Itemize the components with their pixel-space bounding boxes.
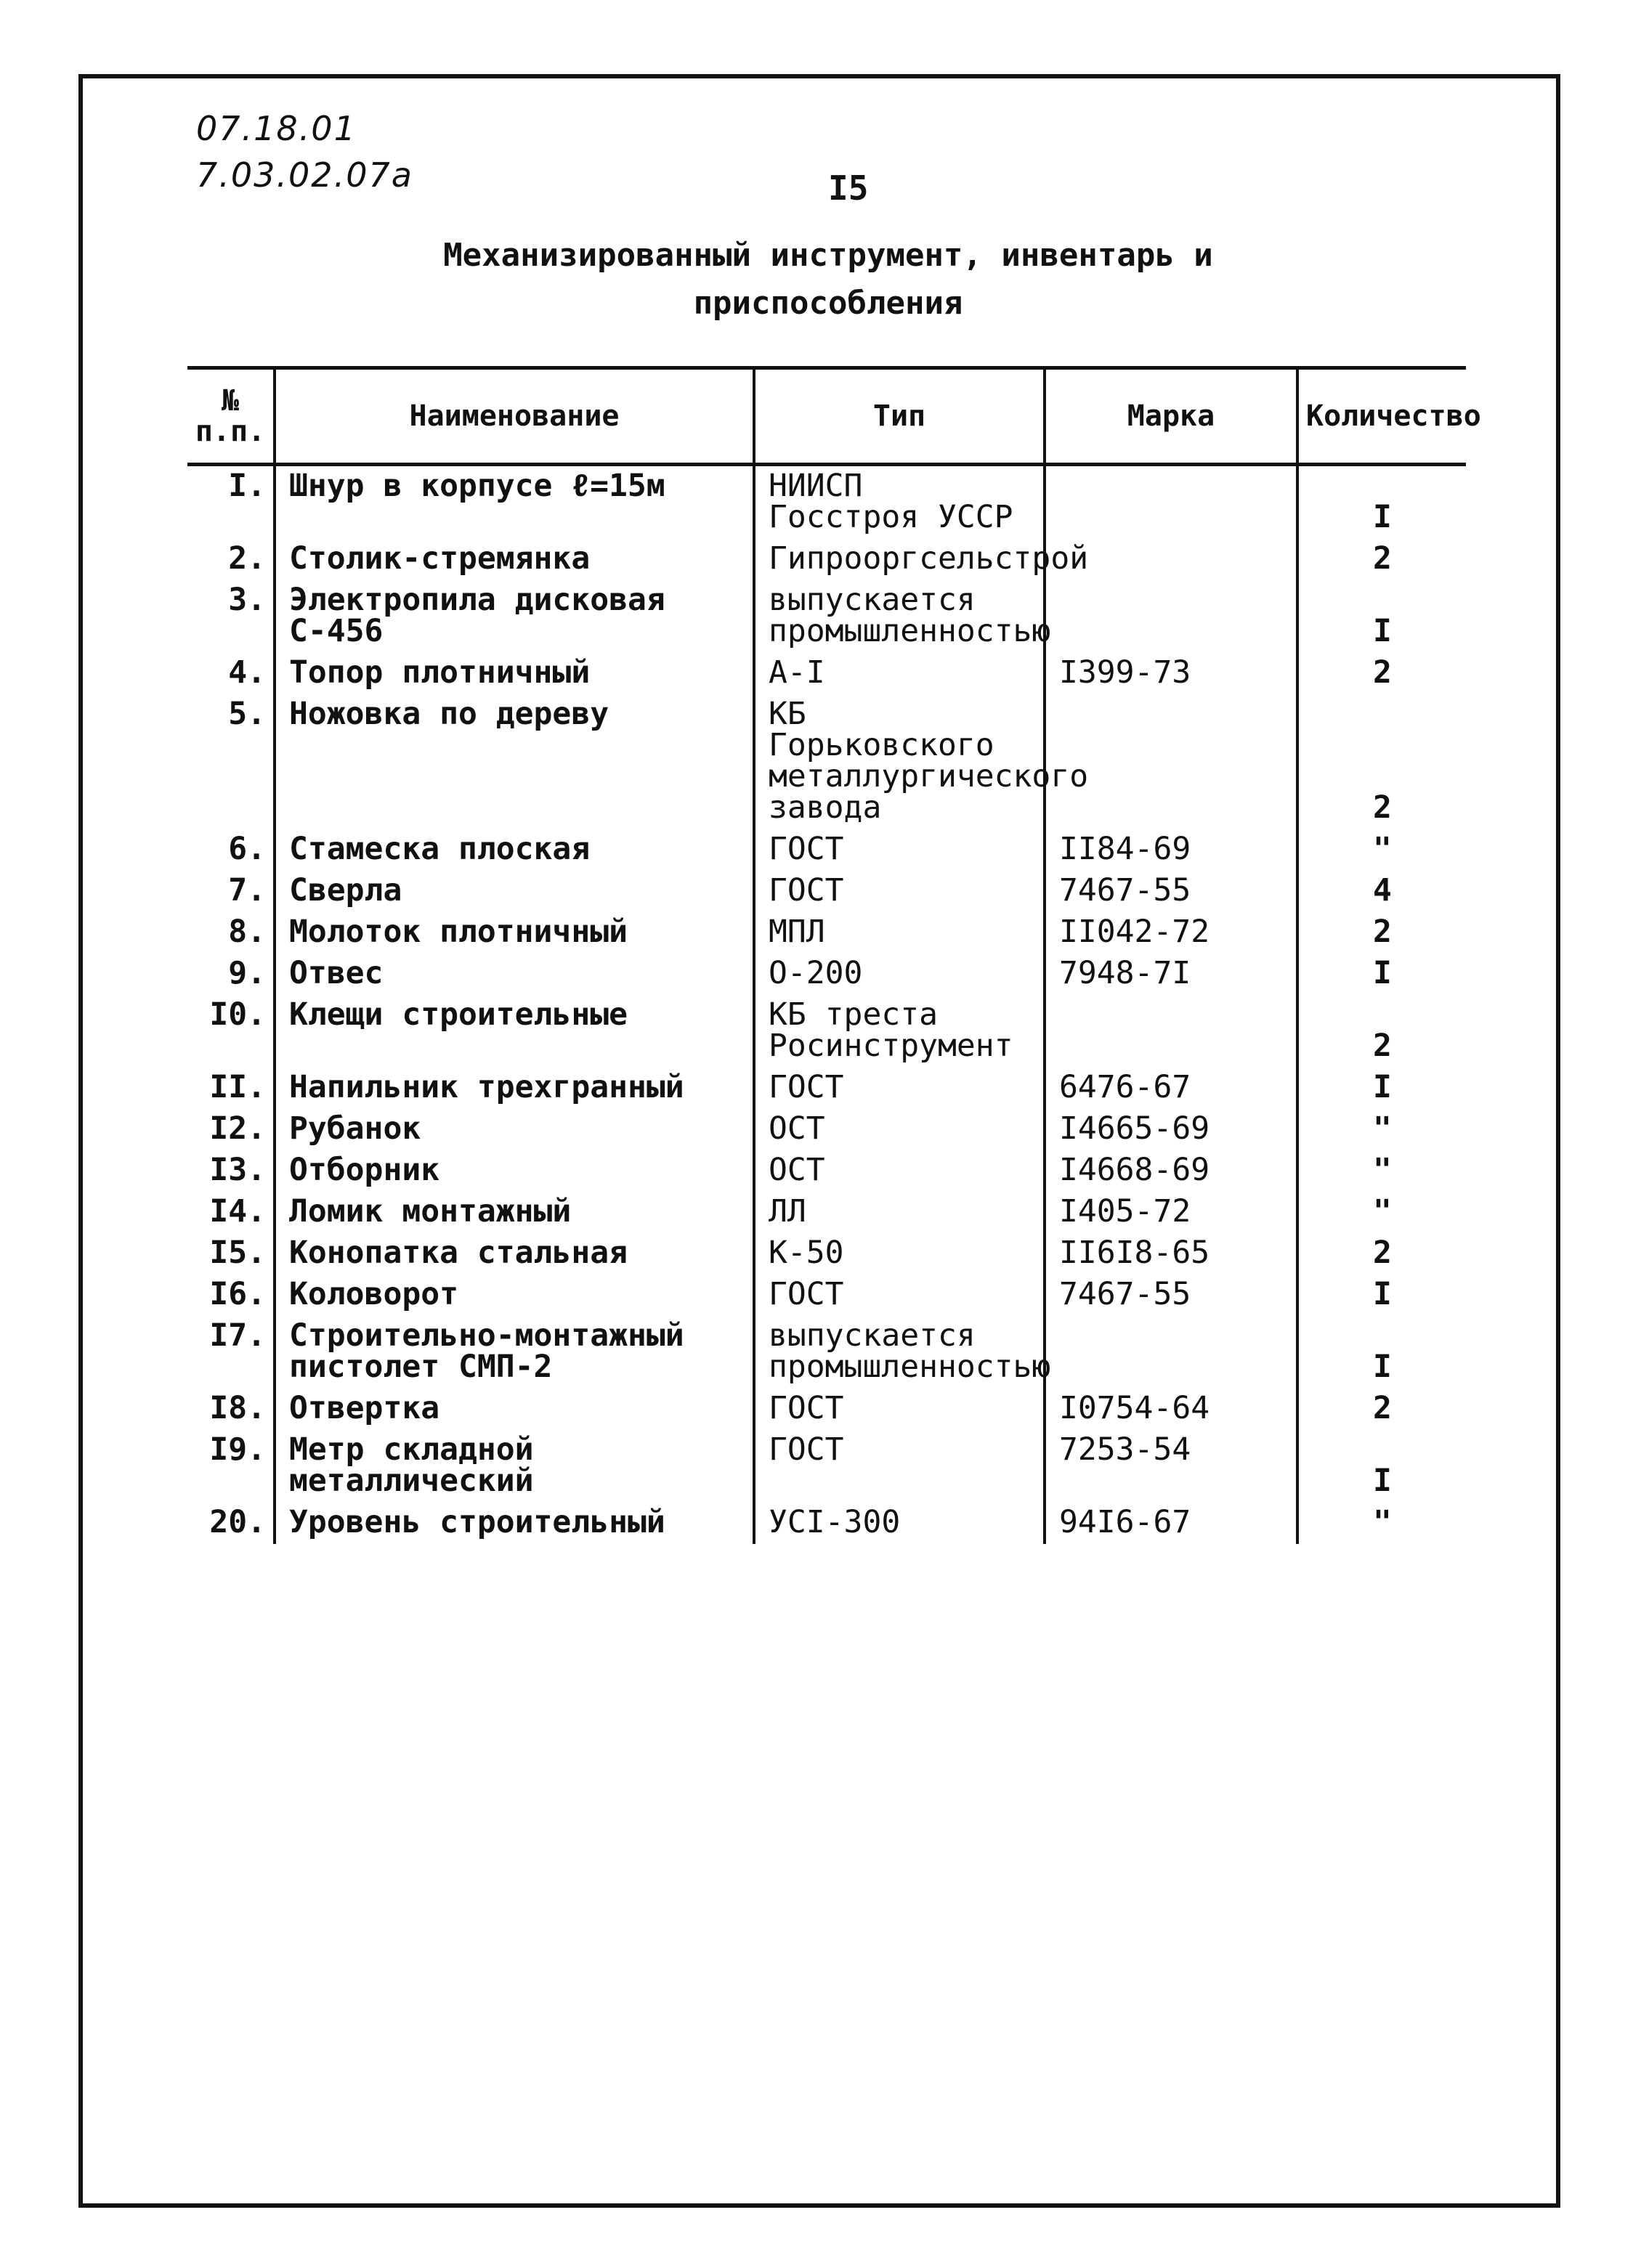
row-quantity: 2 [1297, 1233, 1466, 1275]
table-row [187, 995, 1466, 1068]
table-row [187, 539, 1466, 580]
row-number: I2. [209, 1110, 266, 1147]
row-name: Коловорот [275, 1275, 754, 1316]
row-quantity: I [1297, 1316, 1466, 1389]
row-quantity: 4 [1297, 871, 1466, 912]
row-name: Рубанок [275, 1109, 754, 1150]
row-number: 3. [228, 582, 266, 618]
row-name: Стамеска плоская [275, 829, 754, 871]
row-number: 8. [228, 914, 266, 950]
row-quantity: 2 [1297, 912, 1466, 954]
row-type: ГОСТ [754, 1275, 1045, 1316]
page-title-line2: приспособления [693, 285, 963, 322]
row-type: ЛЛ [754, 1192, 1045, 1233]
document-code-1: 07.18.01 [196, 109, 357, 148]
row-name: Клещи строительные [275, 995, 754, 1068]
equipment-table [187, 366, 1481, 1544]
page-number: I5 [828, 168, 869, 208]
row-number: 7. [228, 872, 266, 909]
row-number: 5. [228, 696, 266, 732]
row-number: I8. [209, 1390, 266, 1426]
table-row [187, 465, 1466, 540]
row-number: 2. [228, 540, 266, 577]
row-name: Конопатка стальная [275, 1233, 754, 1275]
row-number: I4. [209, 1193, 266, 1229]
row-name: Уровень строительный [275, 1503, 754, 1544]
row-number: II. [209, 1069, 266, 1105]
page-title-line1: Механизированный инструмент, инвентарь и [443, 237, 1213, 274]
row-type: А-I [754, 653, 1045, 694]
row-quantity: 2 [1297, 694, 1466, 829]
row-mark: 94I6-67 [1045, 1503, 1297, 1544]
row-number: I0. [209, 996, 266, 1033]
row-type: ГОСТ [754, 871, 1045, 912]
table-row [187, 1233, 1466, 1275]
row-mark: II84-69 [1045, 829, 1297, 871]
table-body [187, 465, 1466, 1545]
table-row [187, 1150, 1466, 1192]
table-row [187, 580, 1466, 653]
row-type: ОСТ [754, 1150, 1045, 1192]
row-name: Молоток плотничный [275, 912, 754, 954]
row-mark [1045, 1316, 1297, 1389]
row-quantity: I [1297, 1275, 1466, 1316]
row-type: НИИСП Госстроя УССР [754, 465, 1045, 540]
table-row [187, 1192, 1466, 1233]
row-name: Шнур в корпусе ℓ=15м [275, 465, 754, 540]
row-type: КБ Горьковского металлургического завода [754, 694, 1045, 829]
row-name: Отборник [275, 1150, 754, 1192]
row-mark: I4668-69 [1045, 1150, 1297, 1192]
row-number: 20. [209, 1504, 266, 1540]
row-type: ГОСТ [754, 1389, 1045, 1430]
row-mark: I4665-69 [1045, 1109, 1297, 1150]
table-row [187, 694, 1466, 829]
row-type: ГОСТ [754, 1430, 1045, 1503]
row-name: Отвертка [275, 1389, 754, 1430]
row-number: I. [228, 468, 266, 504]
row-name: Метр складной металлический [275, 1430, 754, 1503]
row-quantity: 2 [1297, 539, 1466, 580]
row-type: КБ треста Росинструмент [754, 995, 1045, 1068]
row-type: ОСТ [754, 1109, 1045, 1150]
row-type: УСI-300 [754, 1503, 1045, 1544]
row-mark: 7467-55 [1045, 871, 1297, 912]
row-number: I9. [209, 1431, 266, 1468]
row-quantity: " [1297, 829, 1466, 871]
row-number: I3. [209, 1152, 266, 1188]
row-quantity: 2 [1297, 995, 1466, 1068]
row-quantity: I [1297, 580, 1466, 653]
row-mark: II042-72 [1045, 912, 1297, 954]
table-row [187, 912, 1466, 954]
table-row [187, 1503, 1466, 1544]
row-name: Столик-стремянка [275, 539, 754, 580]
row-mark: 7948-7I [1045, 954, 1297, 995]
table-row [187, 1109, 1466, 1150]
row-type: ГОСТ [754, 1068, 1045, 1109]
col-header-number: № п.п. [187, 368, 275, 465]
row-number: I5. [209, 1235, 266, 1271]
row-mark: I405-72 [1045, 1192, 1297, 1233]
table-header-row [187, 368, 1466, 465]
row-quantity: " [1297, 1109, 1466, 1150]
row-mark [1045, 995, 1297, 1068]
table-row [187, 1389, 1466, 1430]
row-name: Напильник трехгранный [275, 1068, 754, 1109]
row-type: МПЛ [754, 912, 1045, 954]
row-mark: II6I8-65 [1045, 1233, 1297, 1275]
row-number: 9. [228, 955, 266, 991]
row-name: Строительно-монтажный пистолет СМП-2 [275, 1316, 754, 1389]
row-mark: 6476-67 [1045, 1068, 1297, 1109]
document-code-2: 7.03.02.07а [196, 155, 413, 195]
row-type: Гипрооргсельстрой [754, 539, 1045, 580]
row-mark: I399-73 [1045, 653, 1297, 694]
col-header-name: Наименование [275, 368, 754, 465]
row-quantity: I [1297, 1430, 1466, 1503]
row-quantity: " [1297, 1150, 1466, 1192]
row-quantity: " [1297, 1503, 1466, 1544]
table-row [187, 954, 1466, 995]
row-quantity: I [1297, 1068, 1466, 1109]
col-header-type: Тип [754, 368, 1045, 465]
row-quantity: 2 [1297, 1389, 1466, 1430]
row-type: ГОСТ [754, 829, 1045, 871]
row-name: Отвес [275, 954, 754, 995]
row-name: Сверла [275, 871, 754, 912]
row-type: К-50 [754, 1233, 1045, 1275]
row-mark: 7467-55 [1045, 1275, 1297, 1316]
row-number: 6. [228, 831, 266, 867]
table-row [187, 829, 1466, 871]
row-quantity: 2 [1297, 653, 1466, 694]
row-name: Топор плотничный [275, 653, 754, 694]
row-name: Ломик монтажный [275, 1192, 754, 1233]
row-type: О-200 [754, 954, 1045, 995]
row-quantity: " [1297, 1192, 1466, 1233]
row-mark: I0754-64 [1045, 1389, 1297, 1430]
row-mark [1045, 465, 1297, 540]
row-number: I7. [209, 1317, 266, 1354]
table-row [187, 1316, 1466, 1389]
row-type: выпускается промышленностью [754, 1316, 1045, 1389]
row-mark [1045, 580, 1297, 653]
table-row [187, 1430, 1466, 1503]
col-header-mark: Марка [1045, 368, 1297, 465]
table-row [187, 871, 1466, 912]
row-name: Ножовка по дереву [275, 694, 754, 829]
table-row [187, 653, 1466, 694]
col-header-quantity: Количество [1297, 368, 1466, 465]
row-number: 4. [228, 654, 266, 691]
row-type: выпускается промышленностью [754, 580, 1045, 653]
row-number: I6. [209, 1276, 266, 1312]
table-row [187, 1275, 1466, 1316]
row-quantity: I [1297, 954, 1466, 995]
table-row [187, 1068, 1466, 1109]
row-quantity: I [1297, 465, 1466, 540]
row-name: Электропила дисковая С-456 [275, 580, 754, 653]
row-mark: 7253-54 [1045, 1430, 1297, 1503]
